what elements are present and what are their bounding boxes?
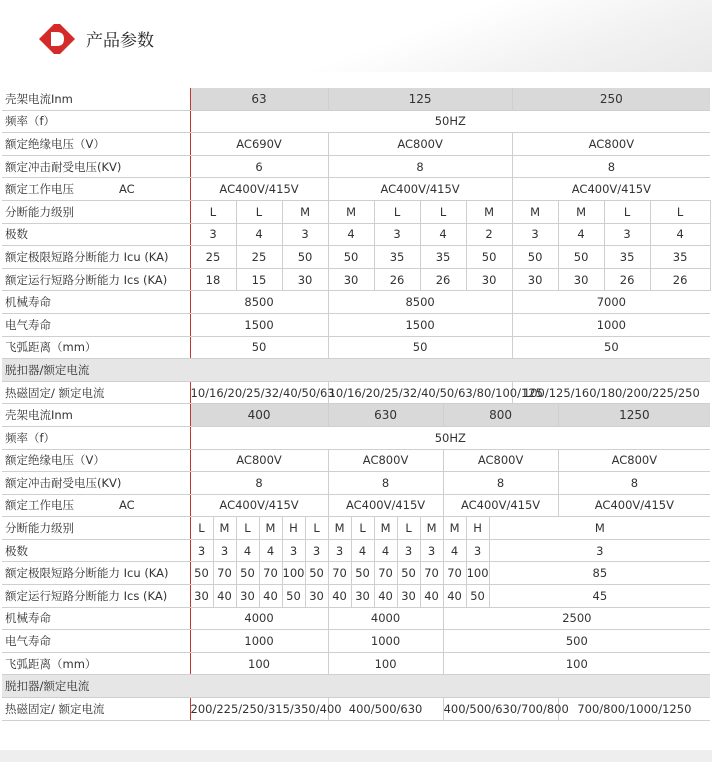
section-heading: 脱扣器/额定电流 xyxy=(2,675,710,698)
value-cell: 10/16/20/25/32/40/50/63 xyxy=(190,381,328,404)
value-cell: 70 xyxy=(328,562,351,585)
value-cell: 3 xyxy=(466,539,489,562)
value-cell: 1000 xyxy=(512,313,710,336)
row-label: 分断能力级别 xyxy=(2,517,190,540)
row-label: 额定冲击耐受电压(KV) xyxy=(2,155,190,178)
value-cell: 3 xyxy=(604,223,650,246)
value-cell: 10/16/20/25/32/40/50/63/80/100/125 xyxy=(328,381,512,404)
value-cell: 35 xyxy=(604,246,650,269)
value-cell: 3 xyxy=(190,223,236,246)
working-voltage-row xyxy=(2,178,710,201)
value-cell: 4 xyxy=(236,539,259,562)
spec-table xyxy=(2,88,710,721)
value-cell: 25 xyxy=(236,246,282,269)
value-cell: 100 xyxy=(466,562,489,585)
value-cell: 8500 xyxy=(190,291,328,314)
row-label xyxy=(2,494,190,517)
value-cell: 8 xyxy=(190,472,328,495)
value-cell: 3 xyxy=(512,223,558,246)
value-cell: 40 xyxy=(374,585,397,608)
value-cell: 7000 xyxy=(512,291,710,314)
value-cell: 70 xyxy=(374,562,397,585)
value-cell: 18 xyxy=(190,268,236,291)
value-cell: 26 xyxy=(604,268,650,291)
value-cell: 1000 xyxy=(328,630,443,653)
value-cell: 40 xyxy=(420,585,443,608)
row-label: 飞弧距离（mm） xyxy=(2,336,190,359)
value-cell: L xyxy=(351,517,374,540)
value-cell: AC690V xyxy=(190,133,328,156)
value-cell: 85 xyxy=(489,562,710,585)
value-cell: 4 xyxy=(374,539,397,562)
impulse-voltage-row xyxy=(2,472,710,495)
value-cell: 25 xyxy=(190,246,236,269)
value-cell: L xyxy=(374,200,420,223)
value-cell: AC800V xyxy=(512,133,710,156)
arc-distance-row xyxy=(2,652,710,675)
value-cell: 70 xyxy=(213,562,236,585)
value-cell: 3 xyxy=(190,539,213,562)
value-cell: 30 xyxy=(190,585,213,608)
row-label-ac: AC xyxy=(119,498,135,513)
breaking-level-row xyxy=(2,517,710,540)
brand-logo-icon xyxy=(37,22,77,56)
value-cell: 400/500/630 xyxy=(328,698,443,721)
value-cell: 8500 xyxy=(328,291,512,314)
poles-row xyxy=(2,539,710,562)
trip-current-row xyxy=(2,698,710,721)
value-cell: M xyxy=(213,517,236,540)
value-cell: 700/800/1000/1250 xyxy=(558,698,710,721)
electrical-life-row xyxy=(2,313,710,336)
icu-row xyxy=(2,246,710,269)
value-cell: 250 xyxy=(512,88,710,110)
row-label: 额定运行短路分断能力 Ics (KA) xyxy=(2,268,190,291)
working-voltage-row xyxy=(2,494,710,517)
row-label: 额定绝缘电压（V） xyxy=(2,133,190,156)
value-cell: 15 xyxy=(236,268,282,291)
row-label: 极数 xyxy=(2,223,190,246)
value-cell: 3 xyxy=(282,539,305,562)
value-cell: 100 xyxy=(190,652,328,675)
frame-current-row xyxy=(2,404,710,427)
value-cell: M xyxy=(489,517,710,540)
value-cell: 50HZ xyxy=(190,110,710,133)
value-cell: 70 xyxy=(259,562,282,585)
value-cell: AC400V/415V xyxy=(328,494,443,517)
value-cell: L xyxy=(190,517,213,540)
row-label: 热磁固定/ 额定电流 xyxy=(2,381,190,404)
value-cell: 30 xyxy=(466,268,512,291)
value-cell: 30 xyxy=(512,268,558,291)
row-label: 频率（f） xyxy=(2,426,190,449)
value-cell: 70 xyxy=(420,562,443,585)
section-row xyxy=(2,675,710,698)
value-cell: 40 xyxy=(328,585,351,608)
value-cell: 30 xyxy=(282,268,328,291)
page-title: 产品参数 xyxy=(86,31,154,51)
value-cell: 4 xyxy=(351,539,374,562)
value-cell: AC400V/415V xyxy=(328,178,512,201)
value-cell: 1000 xyxy=(190,630,328,653)
value-cell: 3 xyxy=(305,539,328,562)
value-cell: L xyxy=(236,517,259,540)
value-cell: 3 xyxy=(420,539,443,562)
value-cell: 4 xyxy=(443,539,466,562)
row-label xyxy=(2,178,190,201)
value-cell: 200/225/250/315/350/400 xyxy=(190,698,328,721)
value-cell: 3 xyxy=(397,539,420,562)
value-cell: 8 xyxy=(443,472,558,495)
value-cell: L xyxy=(650,200,710,223)
value-cell: 50 xyxy=(397,562,420,585)
ics-row xyxy=(2,585,710,608)
value-cell: 4000 xyxy=(190,607,328,630)
row-label: 额定冲击耐受电压(KV) xyxy=(2,472,190,495)
value-cell: 50 xyxy=(282,246,328,269)
value-cell: 30 xyxy=(397,585,420,608)
value-cell: 50 xyxy=(512,246,558,269)
value-cell: M xyxy=(282,200,328,223)
value-cell: H xyxy=(466,517,489,540)
value-cell: 3 xyxy=(489,539,710,562)
value-cell: 4 xyxy=(236,223,282,246)
value-cell: 100 xyxy=(282,562,305,585)
value-cell: AC400V/415V xyxy=(558,494,710,517)
value-cell: 4 xyxy=(420,223,466,246)
value-cell: AC800V xyxy=(558,449,710,472)
value-cell: L xyxy=(236,200,282,223)
value-cell: AC800V xyxy=(443,449,558,472)
value-cell: 30 xyxy=(305,585,328,608)
value-cell: 50 xyxy=(558,246,604,269)
value-cell: 35 xyxy=(650,246,710,269)
value-cell: AC800V xyxy=(328,133,512,156)
poles-row xyxy=(2,223,710,246)
insulation-voltage-row xyxy=(2,449,710,472)
value-cell: 2500 xyxy=(443,607,710,630)
value-cell: 50HZ xyxy=(190,426,710,449)
frequency-row xyxy=(2,110,710,133)
section-heading: 脱扣器/额定电流 xyxy=(2,359,710,382)
spec-sheet xyxy=(2,88,710,721)
value-cell: 50 xyxy=(190,562,213,585)
row-label: 机械寿命 xyxy=(2,607,190,630)
row-label-text: 额定工作电压 xyxy=(5,182,74,197)
value-cell: 4 xyxy=(650,223,710,246)
row-label: 电气寿命 xyxy=(2,630,190,653)
row-label: 额定绝缘电压（V） xyxy=(2,449,190,472)
value-cell: M xyxy=(259,517,282,540)
value-cell: AC400V/415V xyxy=(443,494,558,517)
value-cell: 400 xyxy=(190,404,328,427)
row-label: 频率（f） xyxy=(2,110,190,133)
row-label: 热磁固定/ 额定电流 xyxy=(2,698,190,721)
row-label: 额定极限短路分断能力 Icu (KA) xyxy=(2,562,190,585)
value-cell: 1500 xyxy=(328,313,512,336)
value-cell: M xyxy=(420,517,443,540)
value-cell: 50 xyxy=(305,562,328,585)
mechanical-life-row xyxy=(2,607,710,630)
row-label: 壳架电流Inm xyxy=(2,88,190,110)
value-cell: H xyxy=(282,517,305,540)
value-cell: 100 xyxy=(328,652,443,675)
value-cell: AC800V xyxy=(328,449,443,472)
value-cell: 40 xyxy=(443,585,466,608)
value-cell: 50 xyxy=(512,336,710,359)
value-cell: AC400V/415V xyxy=(190,494,328,517)
value-cell: L xyxy=(420,200,466,223)
value-cell: 40 xyxy=(213,585,236,608)
value-cell: 3 xyxy=(328,539,351,562)
section-row xyxy=(2,359,710,382)
value-cell: 63 xyxy=(190,88,328,110)
value-cell: AC800V xyxy=(190,449,328,472)
insulation-voltage-row xyxy=(2,133,710,156)
value-cell: 3 xyxy=(374,223,420,246)
value-cell: 26 xyxy=(420,268,466,291)
trip-current-row xyxy=(2,381,710,404)
electrical-life-row xyxy=(2,630,710,653)
value-cell: 6 xyxy=(190,155,328,178)
value-cell: 30 xyxy=(236,585,259,608)
page-footer xyxy=(0,750,712,762)
value-cell: 8 xyxy=(328,472,443,495)
value-cell: 70 xyxy=(443,562,466,585)
value-cell: 4000 xyxy=(328,607,443,630)
value-cell: M xyxy=(466,200,512,223)
value-cell: 50 xyxy=(328,336,512,359)
value-cell: 26 xyxy=(650,268,710,291)
row-label: 极数 xyxy=(2,539,190,562)
row-label-ac: AC xyxy=(119,182,135,197)
value-cell: AC400V/415V xyxy=(512,178,710,201)
value-cell: 2 xyxy=(466,223,512,246)
value-cell: 125 xyxy=(328,88,512,110)
value-cell: 30 xyxy=(351,585,374,608)
value-cell: 30 xyxy=(328,268,374,291)
value-cell: 8 xyxy=(558,472,710,495)
value-cell: 50 xyxy=(466,585,489,608)
page-header xyxy=(0,0,712,72)
value-cell: M xyxy=(443,517,466,540)
row-label: 分断能力级别 xyxy=(2,200,190,223)
arc-distance-row xyxy=(2,336,710,359)
value-cell: 8 xyxy=(328,155,512,178)
value-cell: 630 xyxy=(328,404,443,427)
value-cell: 400/500/630/700/800 xyxy=(443,698,558,721)
value-cell: 4 xyxy=(558,223,604,246)
row-label: 额定运行短路分断能力 Ics (KA) xyxy=(2,585,190,608)
value-cell: 50 xyxy=(328,246,374,269)
value-cell: 50 xyxy=(351,562,374,585)
row-label: 额定极限短路分断能力 Icu (KA) xyxy=(2,246,190,269)
breaking-level-row xyxy=(2,200,710,223)
mechanical-life-row xyxy=(2,291,710,314)
value-cell: 4 xyxy=(259,539,282,562)
row-label: 壳架电流Inm xyxy=(2,404,190,427)
ics-row xyxy=(2,268,710,291)
value-cell: 45 xyxy=(489,585,710,608)
value-cell: L xyxy=(397,517,420,540)
value-cell: M xyxy=(558,200,604,223)
value-cell: M xyxy=(512,200,558,223)
row-label: 飞弧距离（mm） xyxy=(2,652,190,675)
value-cell: M xyxy=(328,200,374,223)
value-cell: 50 xyxy=(190,336,328,359)
value-cell: 30 xyxy=(558,268,604,291)
icu-row xyxy=(2,562,710,585)
value-cell: 4 xyxy=(328,223,374,246)
value-cell: 35 xyxy=(420,246,466,269)
value-cell: 3 xyxy=(213,539,236,562)
value-cell: 26 xyxy=(374,268,420,291)
value-cell: M xyxy=(374,517,397,540)
value-cell: M xyxy=(328,517,351,540)
value-cell: 1500 xyxy=(190,313,328,336)
value-cell: 35 xyxy=(374,246,420,269)
value-cell: 40 xyxy=(259,585,282,608)
value-cell: 1250 xyxy=(558,404,710,427)
value-cell: 50 xyxy=(236,562,259,585)
value-cell: L xyxy=(190,200,236,223)
frequency-row xyxy=(2,426,710,449)
value-cell: 500 xyxy=(443,630,710,653)
value-cell: L xyxy=(604,200,650,223)
value-cell: L xyxy=(305,517,328,540)
value-cell: 50 xyxy=(282,585,305,608)
row-label: 电气寿命 xyxy=(2,313,190,336)
impulse-voltage-row xyxy=(2,155,710,178)
frame-current-row xyxy=(2,88,710,110)
value-cell: 50 xyxy=(466,246,512,269)
value-cell: 8 xyxy=(512,155,710,178)
value-cell: 800 xyxy=(443,404,558,427)
value-cell: AC400V/415V xyxy=(190,178,328,201)
row-label: 机械寿命 xyxy=(2,291,190,314)
value-cell: 100/125/160/180/200/225/250 xyxy=(512,381,710,404)
value-cell: 3 xyxy=(282,223,328,246)
row-label-text: 额定工作电压 xyxy=(5,498,74,513)
value-cell: 100 xyxy=(443,652,710,675)
